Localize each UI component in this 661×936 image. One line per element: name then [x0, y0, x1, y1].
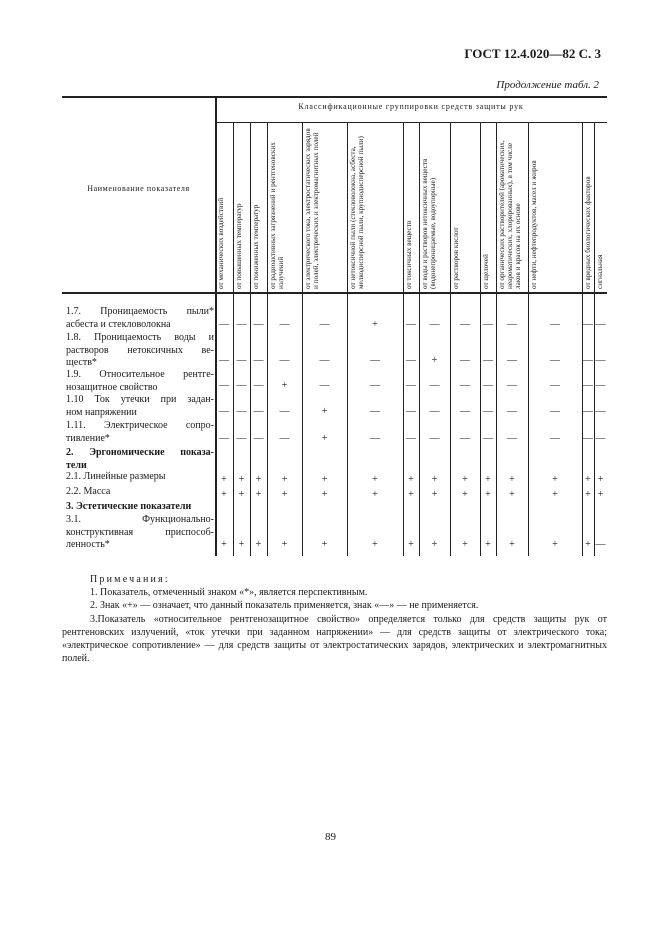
classification-table: [62, 96, 607, 556]
row-label-line: 2.1. Линейные размеры: [66, 471, 166, 482]
section-heading: [66, 447, 214, 472]
column-header-text: от органических растворителей (ароматических, неароматических, хлорированных), в том числе лаков и красок на их основе: [498, 140, 523, 289]
mark-not-applies: —: [507, 380, 517, 391]
mark-not-applies: —: [370, 433, 380, 444]
mark-not-applies: —: [595, 319, 606, 330]
mark-not-applies: —: [219, 406, 229, 417]
mark-not-applies: —: [595, 433, 606, 444]
note-1: 1. Показатель, отмеченный знаком «*», является перспективным.: [90, 587, 368, 599]
mark-applies: +: [509, 489, 515, 500]
mark-not-applies: —: [483, 319, 493, 330]
mark-applies: +: [281, 380, 288, 391]
mark-applies: +: [321, 489, 328, 500]
mark-applies: +: [462, 489, 468, 500]
mark-not-applies: —: [236, 406, 247, 417]
mark-not-applies: —: [583, 319, 593, 330]
column-header-3: [250, 122, 267, 292]
mark-applies: +: [238, 539, 245, 550]
column-header-7: [403, 122, 419, 292]
mark-applies: +: [321, 539, 328, 550]
mark-not-applies: —: [406, 380, 416, 391]
column-header-text: от воды и растворов нетоксичных веществ (водонепроницаемые, водоупорные): [421, 158, 438, 289]
mark-not-applies: —: [219, 380, 229, 391]
row-label-line: 1.8. Проницаемость воды и: [66, 332, 214, 343]
mark-not-applies: —: [319, 319, 330, 330]
column-header-2: [233, 122, 250, 292]
mark-not-applies: —: [550, 433, 560, 444]
mark-not-applies: —: [483, 406, 493, 417]
mark-applies: +: [597, 474, 604, 485]
mark-applies: +: [585, 489, 591, 500]
mark-applies: +: [321, 474, 328, 485]
column-header-12: [528, 122, 582, 292]
name-column-header: Наименование показателя: [87, 184, 190, 193]
mark-applies: +: [485, 489, 491, 500]
mark-applies: +: [462, 539, 468, 550]
page-number: 89: [325, 831, 336, 843]
mark-not-applies: —: [279, 433, 290, 444]
mark-not-applies: —: [550, 380, 560, 391]
mark-not-applies: —: [595, 539, 606, 550]
mark-not-applies: —: [460, 319, 470, 330]
mark-applies: +: [552, 489, 558, 500]
mark-not-applies: —: [507, 406, 517, 417]
mark-applies: +: [255, 539, 262, 550]
mark-applies: +: [552, 474, 558, 485]
mark-not-applies: —: [370, 406, 380, 417]
mark-applies: +: [552, 539, 558, 550]
column-header-text: от пониженных температур: [252, 204, 260, 289]
mark-not-applies: —: [406, 319, 416, 330]
column-header-text: от радиоактивных загрязнений и рентгеновских излучений: [269, 142, 286, 289]
mark-applies: +: [281, 474, 288, 485]
row-label-line: тивление*: [66, 432, 110, 444]
mark-not-applies: —: [595, 406, 606, 417]
column-header-text: от механических воздействий: [217, 197, 225, 289]
mark-applies: +: [585, 539, 591, 550]
column-header-11: [496, 122, 528, 292]
mark-not-applies: —: [429, 319, 440, 330]
mark-not-applies: —: [236, 319, 247, 330]
mark-applies: +: [255, 489, 262, 500]
mark-applies: +: [509, 539, 515, 550]
mark-not-applies: —: [550, 355, 560, 366]
mark-applies: +: [238, 474, 245, 485]
mark-not-applies: —: [319, 355, 330, 366]
notes-title: Примечания:: [90, 574, 170, 585]
mark-applies: +: [321, 406, 328, 417]
mark-not-applies: —: [253, 319, 264, 330]
mark-not-applies: —: [460, 355, 470, 366]
column-header-text: от токсичных веществ: [405, 220, 413, 289]
row-label-line: ществ*: [66, 357, 97, 368]
mark-not-applies: —: [550, 319, 560, 330]
mark-applies: +: [372, 474, 378, 485]
row-label-line: 3. Эстетические показатели: [66, 501, 192, 512]
row-label-line: асбеста и стекловолокна: [66, 318, 171, 330]
mark-applies: +: [408, 474, 414, 485]
mark-applies: +: [221, 539, 227, 550]
mark-not-applies: —: [219, 355, 229, 366]
mark-applies: +: [408, 489, 414, 500]
mark-not-applies: —: [236, 433, 247, 444]
row-label: [66, 369, 214, 394]
column-header-text: от щелочей: [482, 254, 490, 289]
row-label-line: 1.11. Электрическое сопро-: [66, 420, 214, 431]
mark-not-applies: —: [279, 406, 290, 417]
row-label: [66, 332, 214, 370]
row-label-line: 3.1. Функционально-: [66, 514, 214, 525]
mark-not-applies: —: [406, 433, 416, 444]
mark-not-applies: —: [279, 319, 290, 330]
mark-applies: +: [221, 474, 227, 485]
table-rule: [62, 292, 607, 294]
mark-applies: +: [221, 489, 227, 500]
column-header-text: от нефти, нефтепродуктов, масел и жиров: [530, 160, 538, 289]
mark-applies: +: [372, 319, 378, 330]
mark-applies: +: [462, 474, 468, 485]
row-label-line: 1.7. Проницаемость пыли*: [66, 306, 214, 317]
mark-not-applies: —: [370, 380, 380, 391]
row-label-line: тели: [66, 459, 87, 471]
mark-not-applies: —: [319, 380, 330, 391]
mark-not-applies: —: [483, 355, 493, 366]
column-header-text: от растворов кислот: [452, 227, 460, 289]
mark-not-applies: —: [583, 380, 593, 391]
mark-not-applies: —: [460, 433, 470, 444]
column-header-text: от электрического тока, электростатических зарядов и полей, электрических и электромагнитных полей: [304, 128, 321, 289]
mark-not-applies: —: [507, 433, 517, 444]
mark-applies: +: [372, 489, 378, 500]
mark-not-applies: —: [253, 380, 264, 391]
mark-not-applies: —: [595, 380, 606, 391]
mark-not-applies: —: [370, 355, 380, 366]
mark-not-applies: —: [483, 433, 493, 444]
column-header-8: [419, 122, 450, 292]
column-header-5: [302, 122, 347, 292]
mark-not-applies: —: [507, 319, 517, 330]
mark-applies: +: [255, 474, 262, 485]
row-label-line: 1.10 Ток утечки при задан-: [66, 394, 214, 405]
column-header-text: сигнальная: [596, 254, 604, 289]
row-label-line: нозащитное свойство: [66, 381, 158, 393]
mark-not-applies: —: [429, 433, 440, 444]
mark-not-applies: —: [253, 433, 264, 444]
mark-applies: +: [238, 489, 245, 500]
mark-applies: +: [431, 474, 438, 485]
mark-not-applies: —: [219, 433, 229, 444]
mark-not-applies: —: [406, 406, 416, 417]
row-label: [66, 306, 214, 331]
mark-applies: +: [431, 355, 438, 366]
column-header-13: [582, 122, 594, 292]
row-label-line: 2.2. Масса: [66, 486, 111, 497]
group-header: Классификационные группировки средств защиты рук: [298, 102, 524, 111]
mark-not-applies: —: [460, 406, 470, 417]
mark-not-applies: —: [219, 319, 229, 330]
mark-not-applies: —: [595, 355, 606, 366]
mark-applies: +: [281, 489, 288, 500]
mark-not-applies: —: [236, 380, 247, 391]
table-rule: [62, 96, 607, 98]
column-header-9: [450, 122, 480, 292]
mark-not-applies: —: [583, 433, 593, 444]
mark-not-applies: —: [483, 380, 493, 391]
row-label: [66, 420, 214, 445]
column-header-text: от вредных биологических факторов: [584, 176, 592, 289]
row-label: [66, 514, 214, 552]
row-label-line: конструктивная приспособ-: [66, 526, 214, 538]
mark-applies: +: [431, 489, 438, 500]
mark-applies: +: [321, 433, 328, 444]
notes-block: [62, 573, 607, 665]
mark-applies: +: [431, 539, 438, 550]
row-label-line: 1.9. Относительное рентге-: [66, 369, 214, 380]
mark-not-applies: —: [253, 355, 264, 366]
section-heading: [66, 501, 214, 514]
column-header-14: [594, 122, 607, 292]
mark-applies: +: [597, 489, 604, 500]
mark-applies: +: [585, 474, 591, 485]
mark-not-applies: —: [583, 355, 593, 366]
mark-not-applies: —: [236, 355, 247, 366]
mark-applies: +: [281, 539, 288, 550]
column-header-6: [347, 122, 403, 292]
row-label: [66, 471, 214, 484]
row-label: [66, 486, 214, 499]
mark-not-applies: —: [279, 355, 290, 366]
row-label-line: растворов нетоксичных ве-: [66, 344, 214, 356]
mark-not-applies: —: [460, 380, 470, 391]
row-label: [66, 394, 214, 419]
mark-not-applies: —: [406, 355, 416, 366]
column-header-4: [267, 122, 302, 292]
note-2: 2. Знак «+» — означает, что данный показатель применяется, знак «—» — не применяется.: [90, 600, 479, 612]
row-label-line: 2. Эргономические показа-: [66, 447, 214, 458]
mark-not-applies: —: [429, 406, 440, 417]
mark-applies: +: [408, 539, 414, 550]
row-label-line: ленность*: [66, 539, 110, 550]
table-continuation-caption: Продолжение табл. 2: [496, 79, 599, 91]
column-header-10: [480, 122, 496, 292]
mark-applies: +: [485, 474, 491, 485]
mark-not-applies: —: [550, 406, 560, 417]
row-label-line: ном напряжении: [66, 406, 137, 418]
mark-not-applies: —: [253, 406, 264, 417]
mark-applies: +: [485, 539, 491, 550]
column-header-text: от повышенных температур: [235, 203, 243, 289]
column-header-1: [215, 122, 233, 292]
mark-not-applies: —: [429, 380, 440, 391]
mark-applies: +: [372, 539, 378, 550]
mark-not-applies: —: [507, 355, 517, 366]
mark-applies: +: [509, 474, 515, 485]
note-3: 3.Показатель «относительное рентгенозащитное свойство» определяется только для средств защиты рук от рентгеновских излучений, «ток утечки при заданном напряжении» — для средств защиты от электрического тока; «электрическое сопротивление» — для средств защиты от электростатических зарядов, электрических и электромагнитных полей.: [62, 613, 607, 665]
column-header-text: от нетоксичной пыли (стекловолокна, асбеста, мелкодисперсной пыли, крупнодисперсной пыли): [349, 136, 366, 289]
mark-not-applies: —: [583, 406, 593, 417]
document-code: ГОСТ 12.4.020—82 С. 3: [464, 46, 601, 61]
